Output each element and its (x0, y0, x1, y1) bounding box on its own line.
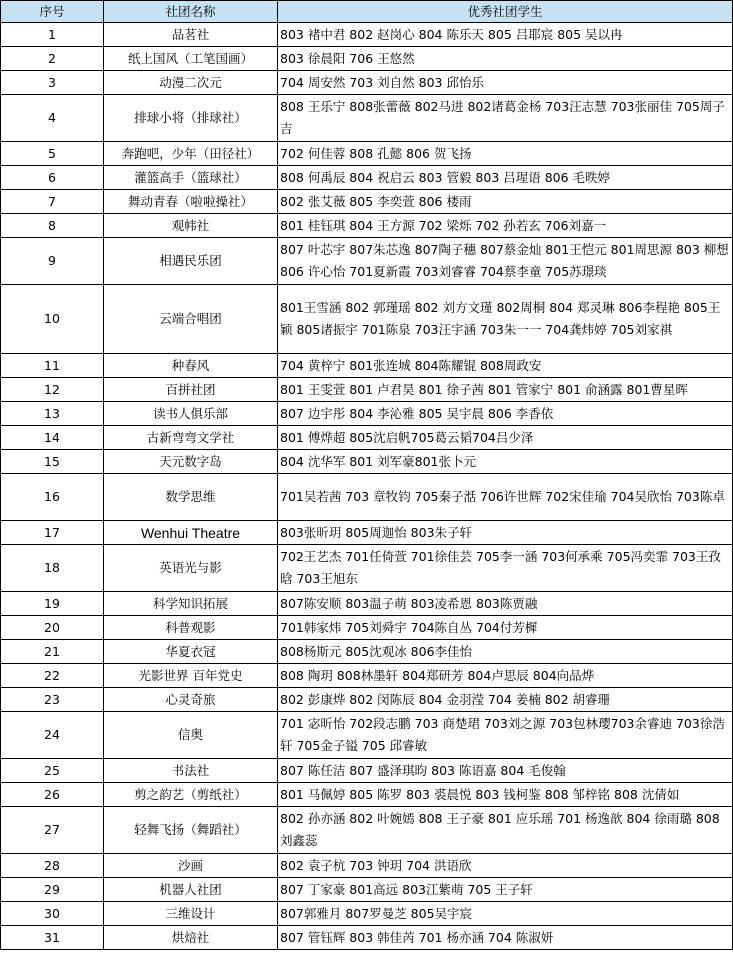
student-list: 702王艺杰 701任倚萱 701徐佳芸 705李一涵 703何承乘 705冯奕霏 703王孜晗 703王旭东 (278, 545, 733, 592)
table-row (1, 878, 733, 902)
club-name: 科学知识拓展 (104, 592, 278, 616)
club-name: 读书人俱乐部 (104, 402, 278, 426)
club-name: 百拼社团 (104, 378, 278, 402)
student-list: 801 马佩婷 805 陈罗 803 裘晨悦 803 钱柯鉴 808 邹梓铭 808 沈倩如 (278, 783, 733, 807)
row-index: 14 (1, 426, 104, 450)
student-list: 807 叶芯宇 807朱芯逸 807陶子穗 807蔡金灿 801王恺元 801周思源 803 柳想 806 许心怡 701夏新霞 703刘睿睿 704蔡李童 705苏璟琰 (278, 238, 733, 285)
table-row (1, 354, 733, 378)
student-list: 807 管钰辉 803 韩佳芮 701 杨亦涵 704 陈淑妍 (278, 926, 733, 950)
row-index: 7 (1, 190, 104, 214)
row-index: 6 (1, 166, 104, 190)
row-index: 30 (1, 902, 104, 926)
student-list: 701 宓昕怡 702段志鹏 703 商楚珺 703刘之源 703包林璎703余睿迪 703徐浩轩 705金子镒 705 邱睿敏 (278, 712, 733, 759)
student-list: 803张昕玥 805周迦怡 803朱子轩 (278, 521, 733, 545)
table-row (1, 378, 733, 402)
row-index: 20 (1, 616, 104, 640)
student-list: 802 袁子杭 703 钟玥 704 洪语欣 (278, 854, 733, 878)
student-list: 801 王雯萱 801 卢君昊 801 徐子茜 801 管家宁 801 俞涵露 801曹星晖 (278, 378, 733, 402)
row-index: 24 (1, 712, 104, 759)
club-name: 舞动青春（啦啦操社） (104, 190, 278, 214)
club-name: 英语光与影 (104, 545, 278, 592)
header-row (1, 1, 733, 23)
table-body (1, 23, 733, 950)
club-name: 排球小将（排球社） (104, 95, 278, 142)
club-name: 古新弯弯文学社 (104, 426, 278, 450)
student-list: 807 边宇彤 804 李沁雅 805 吴宇晨 806 李香依 (278, 402, 733, 426)
row-index: 21 (1, 640, 104, 664)
header-index: 序号 (1, 1, 104, 23)
student-list: 803 褚中君 802 赵岗心 804 陈乐天 805 吕耶宸 805 吴以冉 (278, 23, 733, 47)
table-row (1, 616, 733, 640)
row-index: 9 (1, 238, 104, 285)
table-row (1, 712, 733, 759)
row-index: 12 (1, 378, 104, 402)
club-name: 科普观影 (104, 616, 278, 640)
student-list: 807陈安顺 803温子萌 803凌希恩 803陈贾融 (278, 592, 733, 616)
row-index: 23 (1, 688, 104, 712)
row-index: 17 (1, 521, 104, 545)
club-name: 云端合唱团 (104, 285, 278, 354)
club-name: 沙画 (104, 854, 278, 878)
table-row (1, 854, 733, 878)
table-row (1, 521, 733, 545)
student-list: 808 何禹辰 804 祝启云 803 管毅 803 吕瑆语 806 毛昳婷 (278, 166, 733, 190)
student-list: 807 陈任洁 807 盛泽琪昀 803 陈语嘉 804 毛俊翰 (278, 759, 733, 783)
table-row (1, 592, 733, 616)
table-row (1, 426, 733, 450)
club-name: 心灵奇旅 (104, 688, 278, 712)
club-name: 观帏社 (104, 214, 278, 238)
table-row (1, 402, 733, 426)
student-list: 804 沈华军 801 刘军豪801张卜元 (278, 450, 733, 474)
student-list: 701吴若茜 703 章牧钧 705秦子湉 706许世辉 702宋佳瑜 704吴欣怡 703陈卓 (278, 474, 733, 521)
row-index: 15 (1, 450, 104, 474)
table-row (1, 640, 733, 664)
header-students: 优秀社团学生 (278, 1, 733, 23)
club-name: 品茗社 (104, 23, 278, 47)
table-row (1, 926, 733, 950)
row-index: 19 (1, 592, 104, 616)
table-row (1, 664, 733, 688)
student-list: 702 何佳蓉 808 孔懿 806 贺飞扬 (278, 142, 733, 166)
club-name: 书法社 (104, 759, 278, 783)
club-name: 华夏衣冠 (104, 640, 278, 664)
table-row (1, 450, 733, 474)
table-row (1, 142, 733, 166)
table-row (1, 285, 733, 354)
club-name: 轻舞飞扬（舞蹈社） (104, 807, 278, 854)
table-row (1, 688, 733, 712)
row-index: 5 (1, 142, 104, 166)
row-index: 3 (1, 71, 104, 95)
row-index: 22 (1, 664, 104, 688)
row-index: 8 (1, 214, 104, 238)
row-index: 27 (1, 807, 104, 854)
club-name: 烘焙社 (104, 926, 278, 950)
table-row (1, 238, 733, 285)
row-index: 18 (1, 545, 104, 592)
student-list: 803 徐晨阳 706 王悠然 (278, 47, 733, 71)
student-list: 807 丁家豪 801高远 803江紫萌 705 王子轩 (278, 878, 733, 902)
row-index: 11 (1, 354, 104, 378)
row-index: 31 (1, 926, 104, 950)
student-list: 802 彭康烨 802 闵陈辰 804 金羽滢 704 姜楠 802 胡睿珊 (278, 688, 733, 712)
club-name: 动漫二次元 (104, 71, 278, 95)
club-name: 数学思维 (104, 474, 278, 521)
student-list: 802 张艾薇 805 李奕萱 806 楼雨 (278, 190, 733, 214)
table-row (1, 783, 733, 807)
club-name: 剪之韵艺（剪纸社） (104, 783, 278, 807)
club-name: 纸上国风（工笔国画） (104, 47, 278, 71)
table-row (1, 47, 733, 71)
row-index: 2 (1, 47, 104, 71)
student-list: 808杨斯元 805沈观冰 806李佳怡 (278, 640, 733, 664)
student-list: 704 黄梓宁 801张连城 804陈耀锟 808周政安 (278, 354, 733, 378)
row-index: 26 (1, 783, 104, 807)
club-name: Wenhui Theatre (104, 521, 278, 545)
student-list: 808 陶玥 808林墨轩 804郑研芳 804卢思辰 804向品烨 (278, 664, 733, 688)
club-name: 奔跑吧，少年（田径社） (104, 142, 278, 166)
row-index: 13 (1, 402, 104, 426)
table-row (1, 95, 733, 142)
header-club-name: 社团名称 (104, 1, 278, 23)
club-name: 信奥 (104, 712, 278, 759)
club-name: 三维设计 (104, 902, 278, 926)
student-list: 801 傅烨超 805沈启帆705葛云韬704吕少泽 (278, 426, 733, 450)
student-list: 807郭雅月 807罗曼芝 805吴宇宸 (278, 902, 733, 926)
club-name: 机器人社团 (104, 878, 278, 902)
table-row (1, 71, 733, 95)
row-index: 1 (1, 23, 104, 47)
student-list: 808 王乐宁 808张蕾薇 802马进 802诸葛金杨 703汪志慧 703张丽佳 705周子吉 (278, 95, 733, 142)
row-index: 29 (1, 878, 104, 902)
row-index: 25 (1, 759, 104, 783)
student-list: 704 周安然 703 刘自然 803 邱怡乐 (278, 71, 733, 95)
table-row (1, 166, 733, 190)
row-index: 28 (1, 854, 104, 878)
row-index: 10 (1, 285, 104, 354)
table-row (1, 545, 733, 592)
table-row (1, 190, 733, 214)
table-row (1, 902, 733, 926)
table-row (1, 807, 733, 854)
club-name: 种春风 (104, 354, 278, 378)
club-name: 光影世界 百年党史 (104, 664, 278, 688)
table-row (1, 23, 733, 47)
table-row (1, 474, 733, 521)
club-name: 灌篮高手（篮球社） (104, 166, 278, 190)
student-list: 801王雪涵 802 郭瑾瑶 802 刘方文瑾 802周桐 804 郑灵琳 806李程艳 805王颖 805诸振宇 701陈泉 703汪宇涵 703朱一一 704龚炜婷 705刘家祺 (278, 285, 733, 354)
club-name: 天元数字岛 (104, 450, 278, 474)
student-list: 701韩家炜 705刘舜宇 704陈自丛 704付芳樨 (278, 616, 733, 640)
club-name: 相遇民乐团 (104, 238, 278, 285)
table-row (1, 214, 733, 238)
row-index: 4 (1, 95, 104, 142)
table-row (1, 759, 733, 783)
row-index: 16 (1, 474, 104, 521)
student-list: 802 孙亦涵 802 叶婉嫣 808 王子豪 801 应乐瑶 701 杨逸歆 804 徐雨璐 808刘鑫蕊 (278, 807, 733, 854)
student-list: 801 桂钰琪 804 王方源 702 梁烁 702 孙若玄 706刘嘉一 (278, 214, 733, 238)
